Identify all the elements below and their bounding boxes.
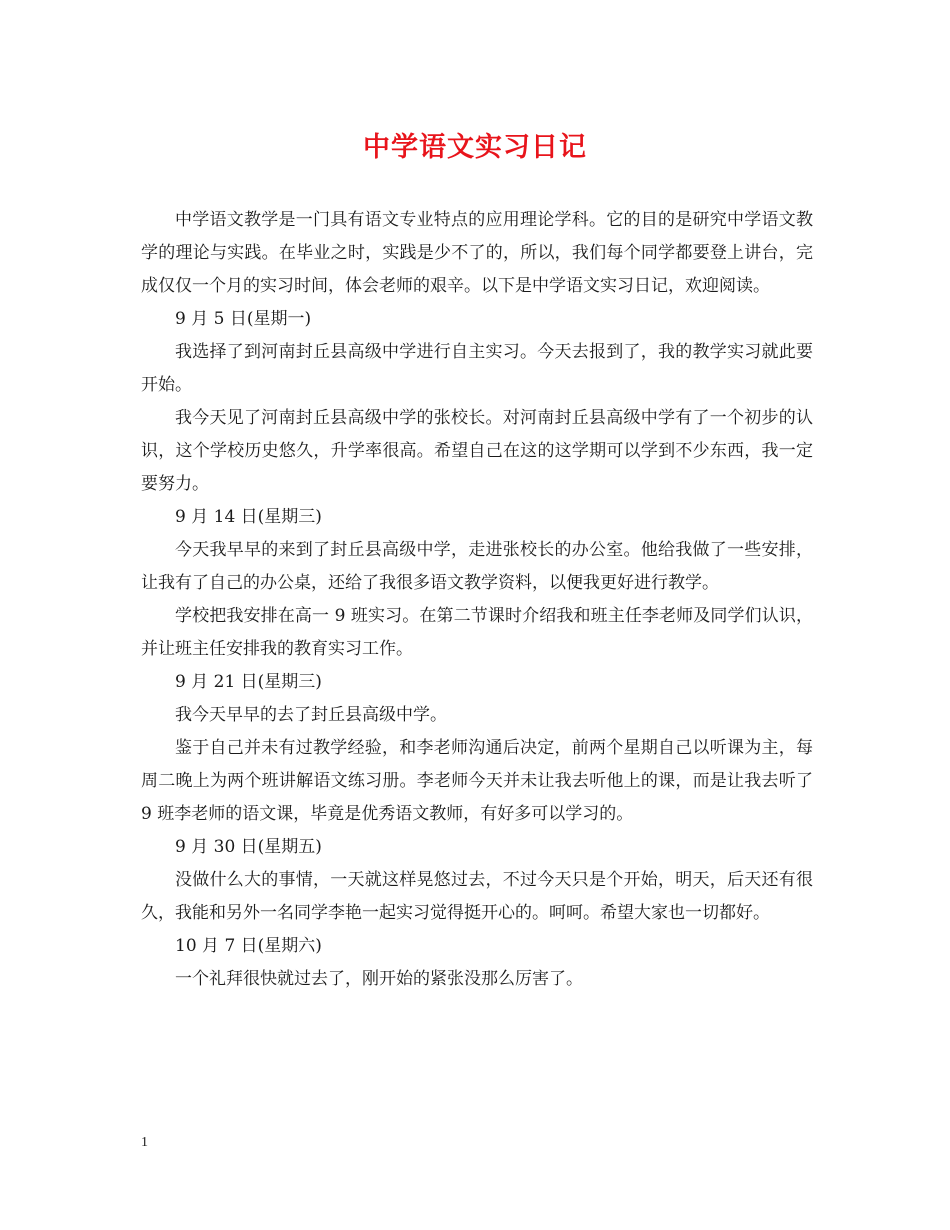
- diary-date: 9 月 5 日(星期一): [175, 309, 312, 329]
- diary-date: 9 月 21 日(星期三): [175, 672, 322, 692]
- diary-paragraph: 没做什么大的事情，一天就这样晃悠过去，不过今天只是个开始，明天，后天还有很久，我能和另外一名同学李艳一起实习觉得挺开心的。呵呵。希望大家也一切都好。: [141, 870, 813, 923]
- diary-paragraph: 我选择了到河南封丘县高级中学进行自主实习。今天去报到了，我的教学实习就此要开始。: [141, 342, 813, 395]
- diary-paragraph: 学校把我安排在高一 9 班实习。在第二节课时介绍我和班主任李老师及同学们认识，并让班主任安排我的教育实习工作。: [141, 606, 813, 659]
- document-body: [141, 204, 813, 996]
- diary-paragraph: 我今天见了河南封丘县高级中学的张校长。对河南封丘县高级中学有了一个初步的认识，这个学校历史悠久，升学率很高。希望自己在这的这学期可以学到不少东西，我一定要努力。: [141, 408, 813, 494]
- page-number: 1: [141, 1135, 148, 1150]
- diary-paragraph: 今天我早早的来到了封丘县高级中学，走进张校长的办公室。他给我做了一些安排，让我有了自己的办公桌，还给了我很多语文教学资料，以便我更好进行教学。: [141, 540, 813, 593]
- diary-date: 9 月 14 日(星期三): [175, 507, 322, 527]
- diary-date: 9 月 30 日(星期五): [175, 837, 322, 857]
- diary-paragraph: 一个礼拜很快就过去了，刚开始的紧张没那么厉害了。: [175, 969, 583, 989]
- document-title: 中学语文实习日记: [363, 132, 587, 163]
- diary-paragraph: 鉴于自己并未有过教学经验，和李老师沟通后决定，前两个星期自己以听课为主，每周二晚上为两个班讲解语文练习册。李老师今天并未让我去听他上的课，而是让我去听了 9 班李老师的语文课，毕竟是优秀语文教师，有好多可以学习的。: [141, 738, 813, 824]
- diary-date: 10 月 7 日(星期六): [175, 936, 322, 956]
- diary-paragraph: 我今天早早的去了封丘县高级中学。: [175, 705, 447, 725]
- intro-paragraph: 中学语文教学是一门具有语文专业特点的应用理论学科。它的目的是研究中学语文教学的理论与实践。在毕业之时，实践是少不了的，所以，我们每个同学都要登上讲台，完成仅仅一个月的实习时间，体会老师的艰辛。以下是中学语文实习日记，欢迎阅读。: [141, 210, 813, 296]
